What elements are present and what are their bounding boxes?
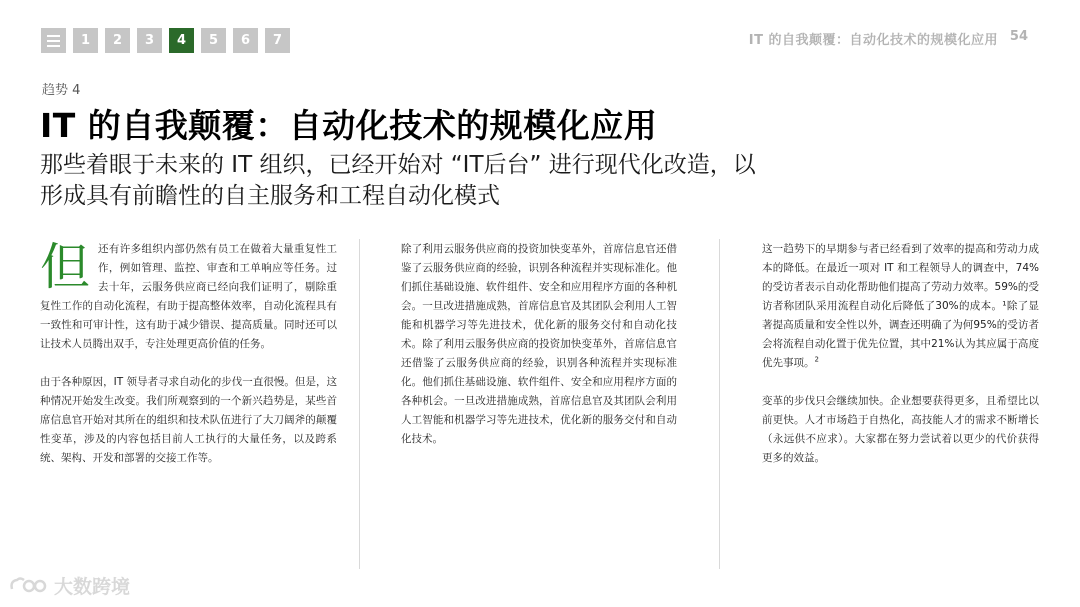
nav-page-6[interactable]: 6: [233, 28, 258, 53]
page-subtitle: 那些着眼于未来的 IT 组织，已经开始对 “IT后台” 进行现代化改造，以形成具有前瞻性的自主服务和工程自动化模式: [40, 152, 756, 209]
nav-page-1[interactable]: 1: [73, 28, 98, 53]
logo-icon: [8, 575, 48, 597]
column-3-paragraph-1: [762, 240, 1039, 373]
column-divider-1: [359, 239, 360, 569]
column-1-paragraph-1: [40, 240, 337, 354]
column-1-paragraph-1-text: 还有许多组织内部仍然有员工在做着大量重复性工作，例如管理、监控、审查和工单响应等任务。过去十年，云服务供应商已经向我们证明了，剔除重复性工作的自动化流程，有助于提高整体效率，自动化流程具有一致性和可审计性，这有助于减少错误、提高质量。同时还可以让技术人员腾出双手，专注处理更高价值的任务。: [40, 243, 337, 350]
footnote-marker[interactable]: 2: [814, 355, 819, 364]
text-column-2: [401, 240, 677, 468]
column-3-paragraph-1-text: 这一趋势下的早期参与者已经看到了效率的提高和劳动力成本的降低。在最近一项对 IT 和工程领导人的调查中，74%的受访者表示自动化帮助他们提高了劳动力效率。59%的受访者称团队采用流程自动化后降低了30%的成本。¹除了显著提高质量和安全性以外，调查还明确了为何95%的受访者会将流程自动化置于优先位置，其中21%认为其应属于高度优先事项。: [762, 243, 1039, 369]
watermark-text: 大数跨境: [54, 576, 131, 598]
column-3-paragraph-2: 变革的步伐只会继续加快。企业想要获得更多，且希望比以前更快。人才市场趋于自热化，高技能人才的需求不断增长（永远供不应求）。大家都在努力尝试着以更少的代价获得更多的效益。: [762, 395, 1039, 464]
page-title: IT 的自我颠覆：自动化技术的规模化应用: [40, 106, 658, 145]
nav-page-2[interactable]: 2: [105, 28, 130, 53]
page-number: 54: [1009, 29, 1028, 44]
text-column-1: [40, 240, 337, 487]
nav-page-5[interactable]: 5: [201, 28, 226, 53]
header-title: IT 的自我颠覆：自动化技术的规模化应用: [748, 33, 998, 48]
trend-label: 趋势 4: [42, 83, 81, 98]
nav-page-3[interactable]: 3: [137, 28, 162, 53]
drop-cap: 但: [40, 238, 90, 296]
column-1-paragraph-2: 由于各种原因，IT 领导者寻求自动化的步伐一直很慢。但是，这种情况开始发生改变。我们所观察到的一个新兴趋势是，某些首席信息官开始对其所在的组织和技术队伍进行了大刀阔斧的颠覆性变革，涉及的内容包括目前人工执行的大量任务，以及跨系统、架构、开发和部署的交接工作等。: [40, 376, 337, 464]
menu-icon[interactable]: [41, 28, 66, 53]
watermark: [8, 572, 130, 599]
nav-page-4[interactable]: 4: [169, 28, 194, 53]
column-divider-2: [719, 239, 720, 569]
column-2-paragraph-1: 除了利用云服务供应商的投资加快变革外，首席信息官还借鉴了云服务供应商的经验，识别各种流程并实现标准化。他们抓住基础设施、软件组件、安全和应用程序方面的各种机会。一旦改进措施成熟，首席信息官及其团队会利用人工智能和机器学习等先进技术，优化新的服务交付和自动化技术。除了利用云服务供应商的投资加快变革外，首席信息官还借鉴了云服务供应商的经验，识别各种流程并实现标准化。他们抓住基础设施、软件组件、安全和应用程序方面的各种机会。一旦改进措施成熟，首席信息官及其团队会利用人工智能和机器学习等先进技术，优化新的服务交付和自动化技术。: [401, 243, 677, 445]
text-column-3: [762, 240, 1039, 487]
page-navigation: [41, 28, 290, 53]
nav-page-7[interactable]: 7: [265, 28, 290, 53]
